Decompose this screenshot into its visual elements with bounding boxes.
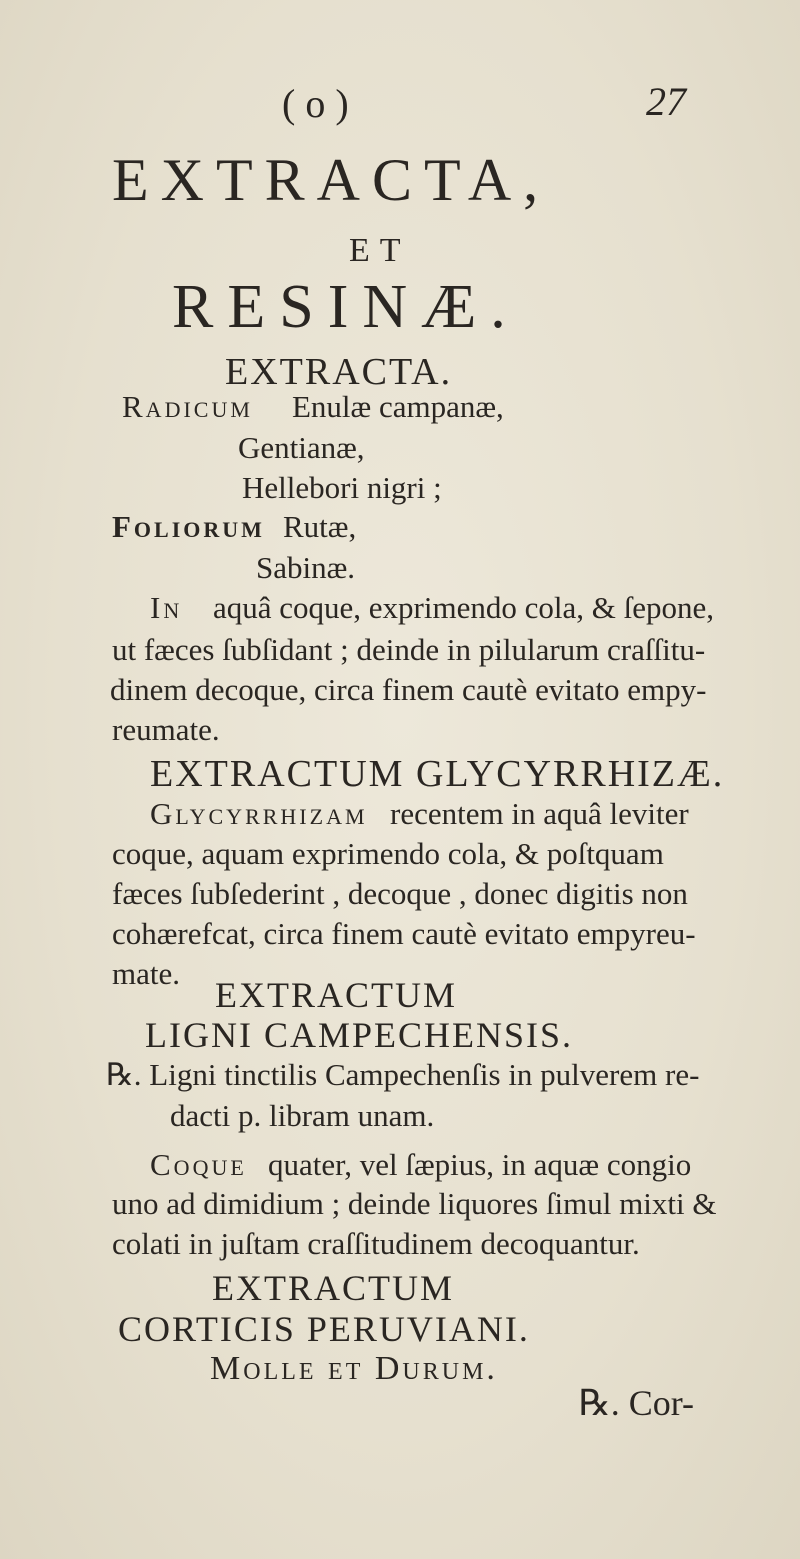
title-connector: ET [349,232,411,269]
section-heading-extractum: EXTRACTUM [215,975,457,1015]
recipe-label-radicum: Radicum [122,389,253,424]
section-heading-glycyrrhizae: EXTRACTUM GLYCYRRHIZÆ. [150,753,725,795]
recipe-item: Gentianæ, [238,430,365,465]
text-line: fæces ſubſederint , decoque , donec digitis non [112,876,688,911]
text-line: quater, vel ſæpius, in aquæ congio [268,1147,692,1182]
recipe-item: Enulæ campanæ, [292,389,504,424]
recipe-label-foliorum: Foliorum [112,509,265,544]
recipe-item: Rutæ, [283,509,357,544]
text-line: coque, aquam exprimendo cola, & poſtquam [112,836,664,871]
text-line: recentem in aquâ leviter [390,796,689,831]
section-heading-extractum: EXTRACTUM [212,1268,454,1308]
title-extracta: EXTRACTA, [112,147,551,213]
page-marker: ( o ) [282,81,349,126]
instruction-first-word: In [150,590,183,625]
section-heading-extracta: EXTRACTA. [225,351,453,393]
text-line: cohærefcat, circa finem cautè evitato empyreu- [112,916,696,951]
section-heading-ligni: LIGNI CAMPECHENSIS. [145,1015,574,1055]
text-line: reumate. [112,712,220,747]
text-line: ℞. Ligni tinctilis Campechenſis in pulverem re- [106,1057,700,1092]
text-line: uno ad dimidium ; deinde liquores ſimul mixti & [112,1186,717,1221]
section-heading-corticis: CORTICIS PERUVIANI. [118,1309,530,1349]
text-line: dinem decoque, circa finem cautè evitato empy- [110,672,707,707]
text-line: colati in juſtam craſſitudinem decoquantur. [112,1226,640,1261]
page-number: 27 [646,79,686,124]
section-subheading: Molle et Durum. [210,1350,498,1387]
paragraph-first-word: Coque [150,1147,247,1182]
catchword: ℞. Cor- [578,1383,694,1423]
paragraph-first-word: Glycyrrhizam [150,796,368,831]
text-line: mate. [112,956,180,991]
text-line: dacti p. libram unam. [170,1098,435,1133]
recipe-item: Sabinæ. [256,550,356,585]
text-line: aquâ coque, exprimendo cola, & ſepone, [213,590,714,625]
title-resinae: RESINÆ. [172,273,520,341]
recipe-item: Hellebori nigri ; [242,470,442,505]
text-line: ut fæces ſubſidant ; deinde in pilularum craſſitu- [112,632,706,667]
